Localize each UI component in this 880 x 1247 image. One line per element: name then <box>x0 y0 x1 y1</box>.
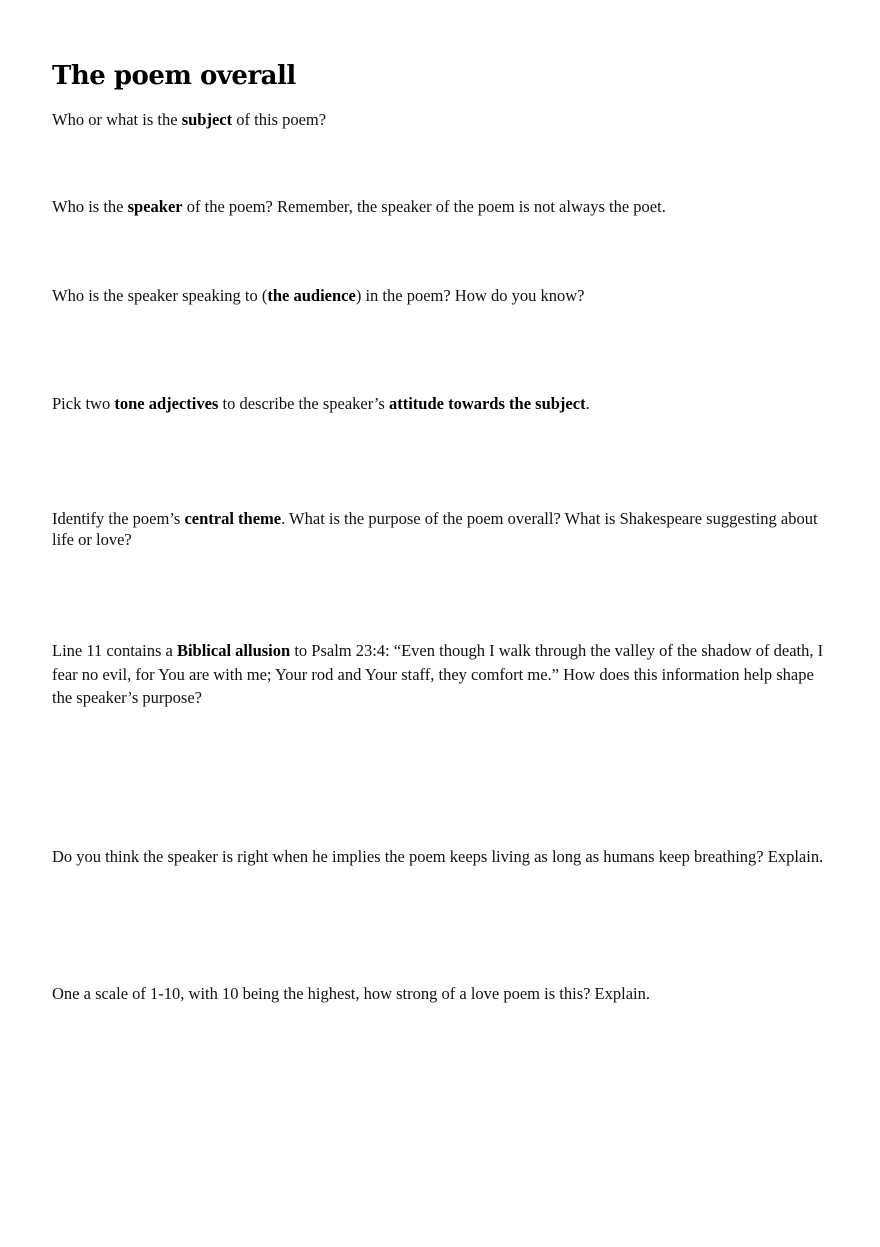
question-tone <box>52 393 832 414</box>
question-text: Line 11 contains a <box>52 641 177 660</box>
question-keyword: attitude towards the subject <box>388 394 586 413</box>
question-text: Identify the poem’s <box>52 509 185 528</box>
question-keyword: Biblical allusion <box>176 641 291 660</box>
question-text: Who is the speaker speaking to ( <box>52 286 268 305</box>
question-theme <box>52 508 832 550</box>
question-text: to describe the speaker’s <box>218 394 389 413</box>
page-title: The poem overall <box>52 61 296 91</box>
question-keyword: the audience <box>267 286 356 305</box>
question-text: ) in the poem? How do you know? <box>355 286 585 305</box>
question-text: Do you think the speaker is right when he implies the poem keeps living as long as humans keep breathing? Explain. <box>52 847 824 866</box>
question-text: Who or what is the <box>52 110 182 129</box>
question-text: . What is the purpose of the poem overall? What is Shakespeare suggesting about life or love? <box>52 509 818 549</box>
question-subject <box>52 109 832 130</box>
question-allusion <box>52 639 832 710</box>
question-speaker <box>52 196 832 217</box>
question-keyword: central theme <box>184 509 282 528</box>
question-text: Pick two <box>52 394 115 413</box>
question-breathing <box>52 846 832 867</box>
question-text: . <box>585 394 590 413</box>
question-scale <box>52 983 832 1004</box>
question-text: to Psalm 23:4: “Even though I walk through the valley of the shadow of death, I fear no evil, for You are with me; Your rod and Your staff, they comfort me.” How does this information help shape the speaker’s purpose? <box>52 641 824 707</box>
question-text: of the poem? Remember, the speaker of the poem is not always the poet. <box>182 197 666 216</box>
question-text: Who is the <box>52 197 128 216</box>
question-keyword: tone adjectives <box>114 394 219 413</box>
question-keyword: speaker <box>127 197 183 216</box>
question-text: of this poem? <box>232 110 327 129</box>
question-text: One a scale of 1-10, with 10 being the highest, how strong of a love poem is this? Explain. <box>52 984 651 1003</box>
question-keyword: subject <box>181 110 233 129</box>
question-audience <box>52 285 832 306</box>
